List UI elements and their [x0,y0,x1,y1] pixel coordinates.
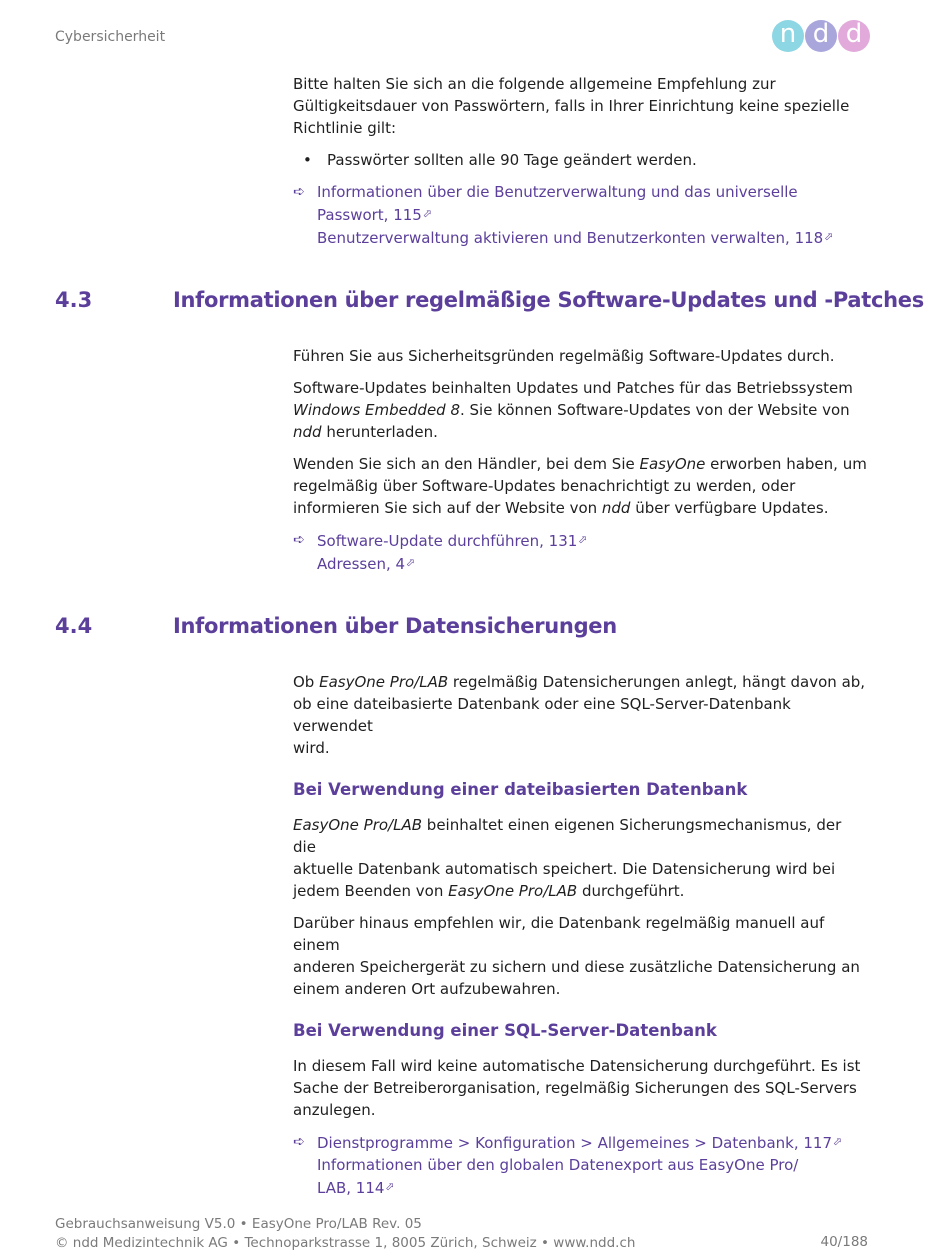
sec44-references [293,1131,868,1199]
external-link-icon: ⬀ [422,207,433,220]
external-link-icon: ⬀ [833,1135,843,1148]
sec43-paragraph-2: Software-Updates beinhalten Updates und Patches für das Betriebssystem Windows Embedded 8. Sie können Software-Updates von der Website von ndd herunterladen. [293,379,853,441]
ref-link-database-config[interactable]: Dienstprogramme > Konfiguration > Allgemeines > Datenbank, 117 [317,1134,833,1152]
logo-letter-d1: d [805,20,837,52]
running-header: Cybersicherheit [55,29,166,45]
section-number-4-4: 4.4 [55,614,93,638]
section-4-3-body [293,345,868,575]
ref-link-global-export-cont[interactable]: LAB, 114 [317,1179,385,1197]
sec43-references [293,529,868,575]
ref-link-global-export[interactable]: Informationen über den globalen Datenexport aus EasyOne Pro/ [317,1156,799,1174]
ref-link-user-mgmt[interactable]: Informationen über die Benutzerverwaltung und das universelle [317,183,798,201]
ref-link-user-mgmt-cont[interactable]: Passwort, 115 [317,206,422,224]
intro-block [293,73,868,249]
external-link-icon: ⬀ [385,1180,395,1193]
ref-link-software-update[interactable]: Software-Update durchführen, 131 [317,532,578,550]
logo-letter-n: n [772,20,804,52]
sec43-paragraph-3: Wenden Sie sich an den Händler, bei dem Sie EasyOne erworben haben, um regelmäßig über Software-Updates benachrichtigt zu werden, oder informieren Sie sich auf der Website von ndd über verfügbare Updates. [293,455,867,517]
external-link-icon: ⬀ [406,556,416,569]
footer-line-1: Gebrauchsanweisung V5.0 • EasyOne Pro/LAB Rev. 05 [55,1216,422,1232]
section-title-4-4: Informationen über Datensicherungen [173,614,617,638]
file-db-paragraph-2: Darüber hinaus empfehlen wir, die Datenbank regelmäßig manuell auf einem anderen Speichergerät zu sichern und diese zusätzliche Datensicherung an einem anderen Ort aufzubewahren. [293,914,860,998]
reference-arrow-icon: ➪ [293,1134,305,1150]
section-title-4-3: Informationen über regelmäßige Software-Updates und -Patches [173,288,924,312]
reference-arrow-icon: ➪ [293,184,305,200]
intro-references [293,181,868,249]
ref-link-addresses[interactable]: Adressen, 4 [317,555,406,573]
reference-arrow-icon: ➪ [293,532,305,548]
sql-db-paragraph: In diesem Fall wird keine automatische Datensicherung durchgeführt. Es ist Sache der Betreiberorganisation, regelmäßig Sicherungen des SQL-Servers anzulegen. [293,1057,861,1119]
page-number: 40/188 [820,1234,868,1250]
ref-link-activate-user-mgmt[interactable]: Benutzerverwaltung aktivieren und Benutzerkonten verwalten, 118 [317,229,824,247]
subheading-file-db: Bei Verwendung einer dateibasierten Datenbank [293,780,748,799]
sec43-paragraph-1: Führen Sie aus Sicherheitsgründen regelmäßig Software-Updates durch. [293,347,835,365]
footer-line-2: © ndd Medizintechnik AG • Technoparkstrasse 1, 8005 Zürich, Schweiz • www.ndd.ch [55,1235,636,1251]
ndd-logo [772,20,870,52]
external-link-icon: ⬀ [824,230,834,243]
section-number-4-3: 4.3 [55,288,93,312]
sec44-paragraph-1: Ob EasyOne Pro/LAB regelmäßig Datensicherungen anlegt, hängt davon ab, ob eine dateibasierte Datenbank oder eine SQL-Server-Datenbank verwendet wird. [293,673,866,757]
subheading-sql-db: Bei Verwendung einer SQL-Server-Datenbank [293,1021,717,1040]
file-db-paragraph-1: EasyOne Pro/LAB beinhaltet einen eigenen Sicherungsmechanismus, der die aktuelle Datenbank automatisch speichert. Die Datensicherung wird bei jedem Beenden von EasyOne Pro/LAB durchgeführt. [293,816,842,900]
section-4-4-body [293,671,868,1199]
external-link-icon: ⬀ [578,533,588,546]
password-bullet: • Passwörter sollten alle 90 Tage geändert werden. [303,151,697,169]
logo-letter-d2: d [838,20,870,52]
intro-paragraph: Bitte halten Sie sich an die folgende allgemeine Empfehlung zur Gültigkeitsdauer von Passwörtern, falls in Ihrer Einrichtung keine spezielle Richtlinie gilt: [293,75,850,137]
